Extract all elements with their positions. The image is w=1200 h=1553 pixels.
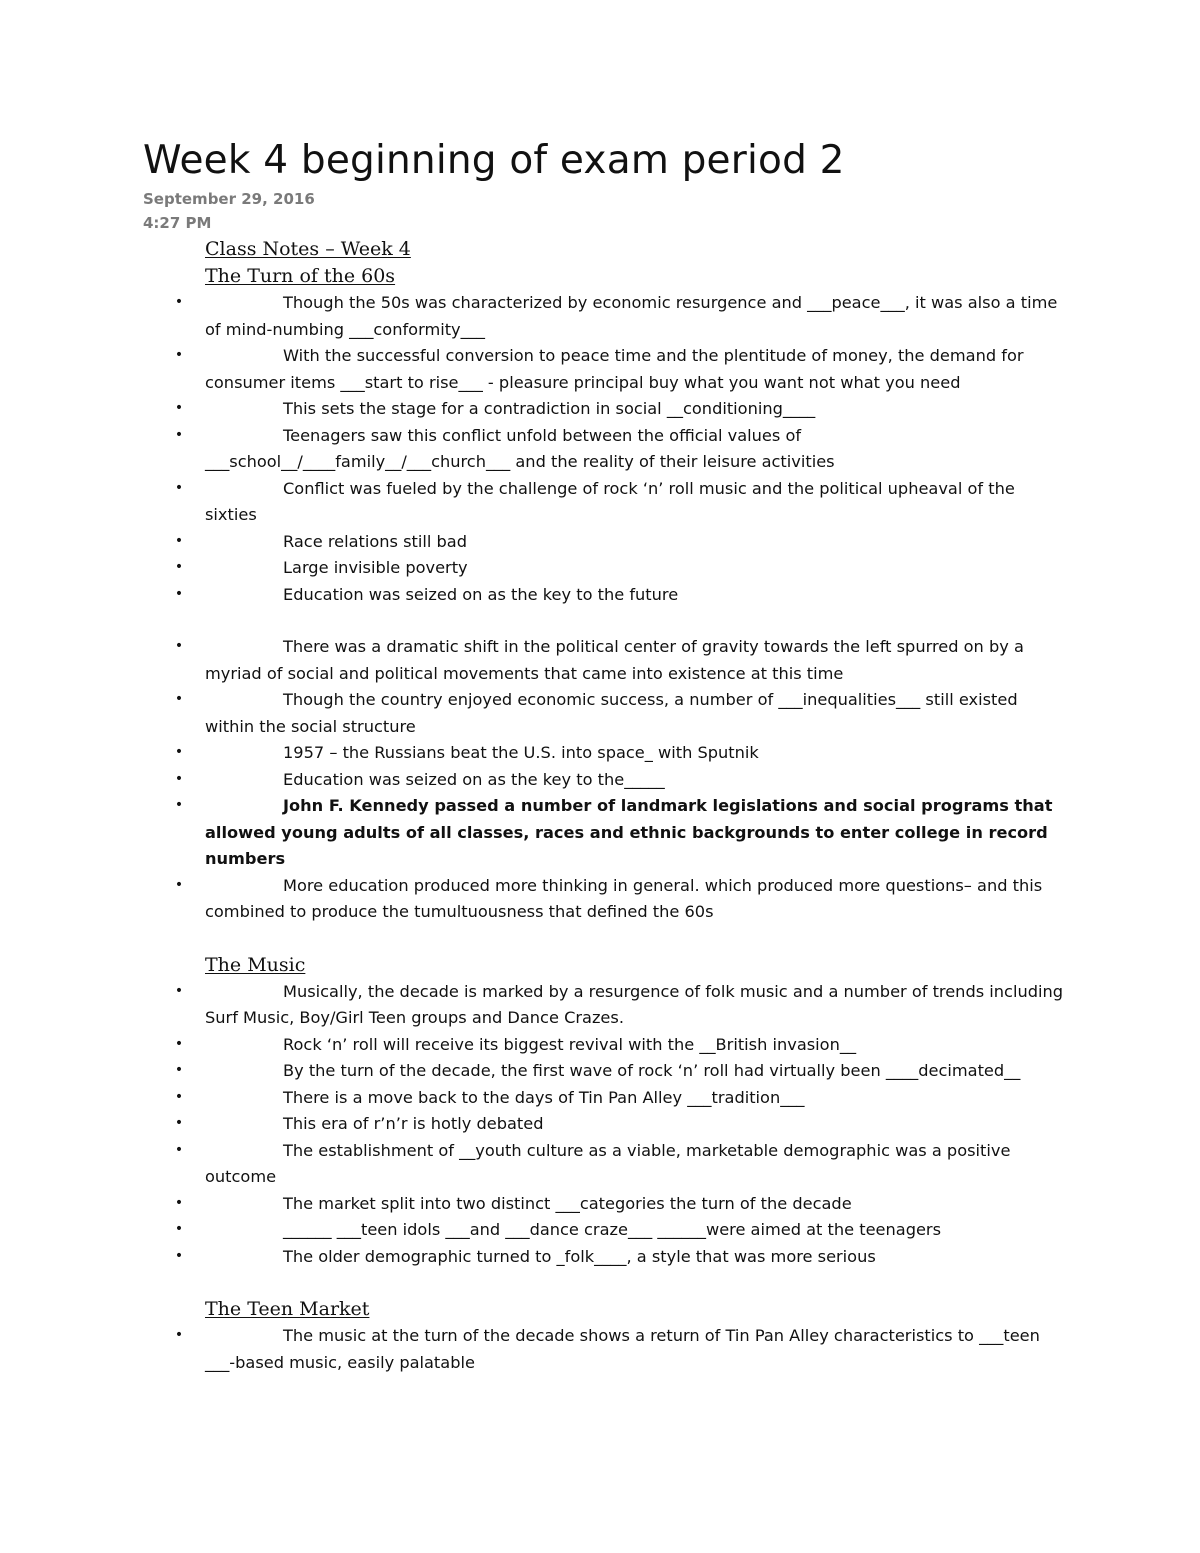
list-item: • The older demographic turned to _folk____, a style that was more serious <box>205 1244 1065 1271</box>
bullet-icon: • <box>174 559 184 575</box>
list-item: • More education produced more thinking in general. which produced more questions– and this combined to produce the tumultuousness that defined the 60s <box>205 873 1065 926</box>
note-body <box>0 236 1200 1376</box>
bullet-icon: • <box>174 479 184 496</box>
blank-line <box>0 1270 1200 1296</box>
bullet-icon: • <box>174 1141 184 1158</box>
section-heading-the-teen-market: The Teen Market <box>205 1298 370 1320</box>
bullet-list-the-teen-market <box>0 1323 1200 1376</box>
list-item: • This era of r’n’r is hotly debated <box>205 1111 1065 1138</box>
list-item: • There is a move back to the days of Tin Pan Alley ___tradition___ <box>205 1085 1065 1112</box>
bullet-icon: • <box>174 1115 184 1131</box>
list-item: • This sets the stage for a contradiction in social __conditioning____ <box>205 396 1065 423</box>
bullet-icon: • <box>174 638 184 654</box>
bullet-icon: • <box>174 1247 184 1264</box>
list-item: • Large invisible poverty <box>205 555 1065 582</box>
bullet-icon: • <box>174 1194 184 1211</box>
section-heading-the-music: The Music <box>205 953 306 976</box>
bullet-icon: • <box>174 1327 184 1343</box>
page-title: Week 4 beginning of exam period 2 <box>143 138 845 183</box>
section-heading-class-notes: Class Notes – Week 4 <box>205 238 411 260</box>
blank-line <box>0 926 1200 952</box>
bullet-list-turn-of-60s <box>0 290 1200 608</box>
list-item: • Though the country enjoyed economic success, a number of ___inequalities___ still existed within the social structure <box>205 687 1065 740</box>
bullet-icon: • <box>174 770 184 787</box>
bullet-icon: • <box>174 426 184 443</box>
list-item: • Though the 50s was characterized by economic resurgence and ___peace___, it was also a time of mind-numbing ___conformity___ <box>205 290 1065 343</box>
bullet-icon: • <box>174 400 184 416</box>
note-date: September 29, 2016 <box>143 190 315 208</box>
bullet-icon: • <box>174 876 184 893</box>
list-item: • Education was seized on as the key to the future <box>205 582 1065 609</box>
bullet-icon: • <box>174 1035 184 1052</box>
note-time: 4:27 PM <box>143 214 212 232</box>
bullet-icon: • <box>174 294 184 310</box>
list-item: • Race relations still bad <box>205 529 1065 556</box>
bullet-list-the-music <box>0 979 1200 1271</box>
blank-line <box>0 608 1200 634</box>
list-item: • The market split into two distinct ___categories the turn of the decade <box>205 1191 1065 1218</box>
bullet-icon: • <box>174 1062 184 1078</box>
list-item: • The establishment of __youth culture as a viable, marketable demographic was a positive outcome <box>205 1138 1065 1191</box>
bullet-icon: • <box>174 691 184 707</box>
list-item: • Education was seized on as the key to the_____ <box>205 767 1065 794</box>
list-item: • Musically, the decade is marked by a resurgence of folk music and a number of trends including Surf Music, Boy/Girl Teen groups and Dance Crazes. <box>205 979 1065 1032</box>
bullet-list-political-shift <box>0 634 1200 926</box>
list-item: • There was a dramatic shift in the political center of gravity towards the left spurred on by a myriad of social and political movements that came into existence at this time <box>205 634 1065 687</box>
bullet-icon: • <box>174 1221 184 1237</box>
list-item: • By the turn of the decade, the first wave of rock ‘n’ roll had virtually been ____decimated__ <box>205 1058 1065 1085</box>
list-item: • Teenagers saw this conflict unfold between the official values of ___school__/____family__/___church___ and the reality of their leisure activities <box>205 423 1065 476</box>
list-item: • John F. Kennedy passed a number of landmark legislations and social programs that allowed young adults of all classes, races and ethnic backgrounds to enter college in record numbers <box>205 793 1065 873</box>
section-heading-turn-of-60s: The Turn of the 60s <box>205 265 396 287</box>
bullet-icon: • <box>174 347 184 363</box>
bullet-icon: • <box>174 585 184 602</box>
bullet-icon: • <box>174 797 184 813</box>
bullet-icon: • <box>174 982 184 999</box>
bullet-icon: • <box>174 744 184 760</box>
list-item: • 1957 – the Russians beat the U.S. into space_ with Sputnik <box>205 740 1065 767</box>
bullet-icon: • <box>174 1088 184 1105</box>
list-item: • Conflict was fueled by the challenge of rock ‘n’ roll music and the political upheaval of the sixties <box>205 476 1065 529</box>
list-item: • The music at the turn of the decade shows a return of Tin Pan Alley characteristics to ___teen ___-based music, easily palatable <box>205 1323 1065 1376</box>
list-item: • ______ ___teen idols ___and ___dance craze___ ______were aimed at the teenagers <box>205 1217 1065 1244</box>
bullet-icon: • <box>174 532 184 549</box>
list-item: • With the successful conversion to peace time and the plentitude of money, the demand for consumer items ___start to rise___ - pleasure principal buy what you want not what you need <box>205 343 1065 396</box>
list-item: • Rock ‘n’ roll will receive its biggest revival with the __British invasion__ <box>205 1032 1065 1059</box>
